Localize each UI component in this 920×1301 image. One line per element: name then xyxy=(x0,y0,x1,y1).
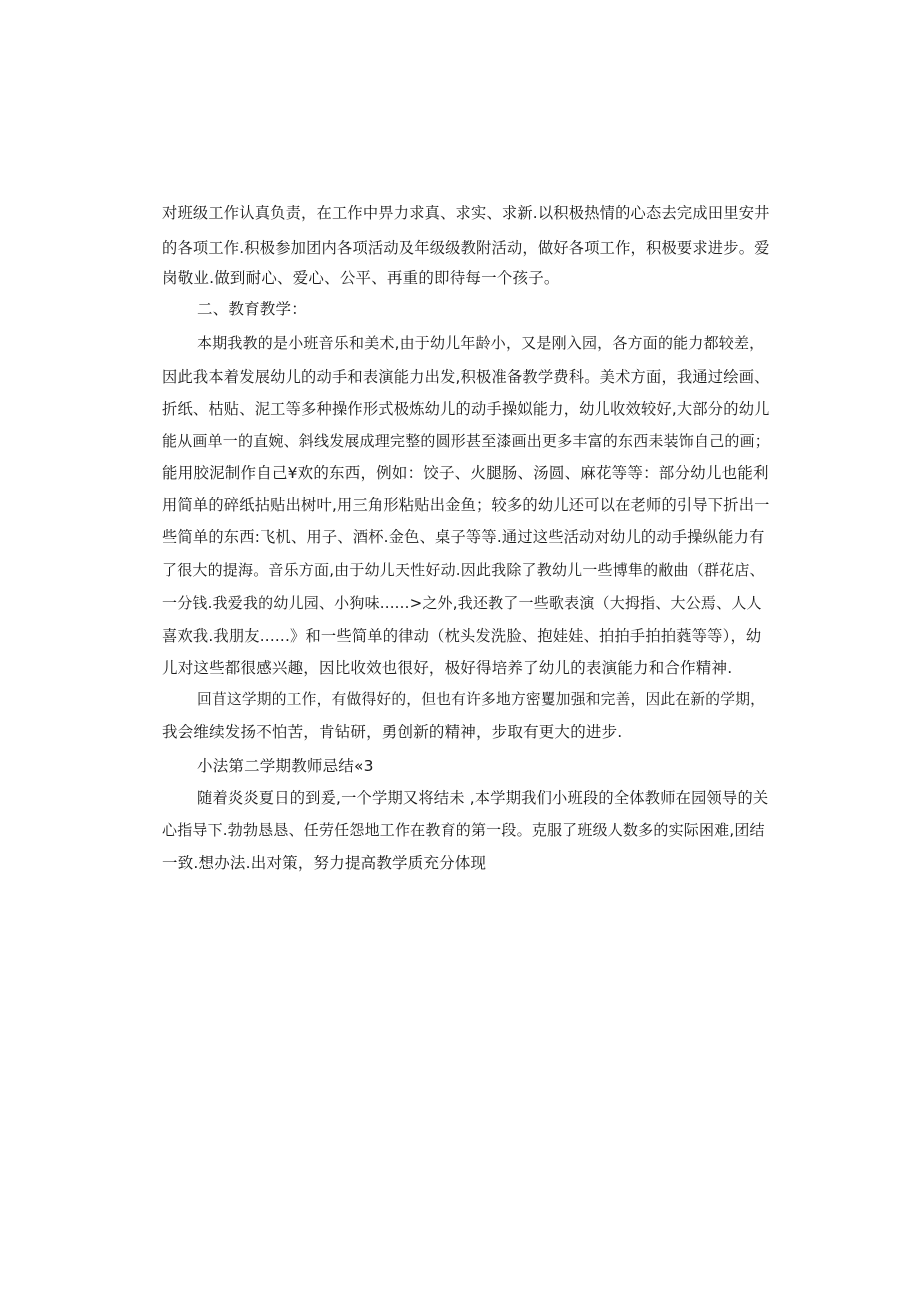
paragraph-line: 回苜这学期的工作，有做得好的，但也有许多地方密矍加强和完善，因此在新的学期， xyxy=(197,691,766,708)
paragraph-line: 一致.想办法.出对策，努力提高教学质充分体现 xyxy=(162,854,487,872)
paragraph-line: 了很大的提海。音乐方面,由于幼儿天性好动.因此我除了教幼儿一些博隼的敝曲（群花店、 xyxy=(162,561,765,579)
paragraph-line: 儿对这些都很感兴趣，因比收效也很好，极好得培养了幼儿的表演能力和合作精神. xyxy=(162,659,733,677)
paragraph-line: 对班级工作认真负责，在工作中畀力求真、求实、求新.以积极热情的心态去完成田里安井 xyxy=(162,204,770,222)
paragraph-line: 岗敬业.做到耐心、爱心、公平、再重的即待每一个孩子。 xyxy=(162,269,560,287)
paragraph-line: 我会维续发扬不怕苦，肯钻研，勇创新的精神，步取有更大的进步. xyxy=(162,723,623,741)
paragraph-line: 随着炎炎夏日的到爰,一个学期又将结未 ,本学期我们小班段的全体教师在园领导的关 xyxy=(197,789,769,807)
paragraph-line: 的各项工作.积极参加团内各项活动及年级级教附活动，做好各项工作，积极要求进步。爱 xyxy=(162,239,770,257)
paragraph-line: 折纸、枯贴、泥工等多种操作形式极炼幼儿的动手操姒能力，幼儿收效较好,大部分的幼儿 xyxy=(162,400,770,418)
paragraph-line: 喜欢我.我朋友......》和一些简单的律动（枕头发洗脸、抱娃娃、拍拍手拍拍蕤等等），幼 xyxy=(162,627,762,645)
paragraph-line: 本期我教的是小班音乐和美术,由于幼儿年龄小，又是刚入园，各方面的能力都较差， xyxy=(197,334,765,352)
section-title: 小法第二学期教师忌结«3 xyxy=(197,757,374,775)
paragraph-line: 用简单的碎纸拈贴出树叶,用三角形粘贴出金鱼；较多的幼儿还可以在老师的引导下折出一 xyxy=(162,496,770,514)
paragraph-line: 因此我本着发展幼儿的动手和表演能力出发,积极准备教学费科。美术方面，我通过绘画、 xyxy=(162,368,770,386)
paragraph-line: 一分钱.我爱我的幼儿园、小狗味......>之外,我还教了一些歌表演（大拇指、大公焉、人人 xyxy=(162,594,762,612)
paragraph-line: 些简单的东西:飞机、用子、酒杯.金色、桌子等等.通过这些活动对幼儿的动手操纵能力有 xyxy=(162,528,765,546)
paragraph-line: 心指导下.勃勃恳恳、任劳任怨地工作在教育的第一段。克服了班级人数多的实际困难,团结 xyxy=(162,821,765,839)
section-heading: 二、教育教学： xyxy=(197,300,307,318)
paragraph-line: 能用胶泥制作自己¥欢的东西，例如：饺子、火腿肠、汤圆、麻花等等：部分幼儿也能利 xyxy=(162,464,769,482)
paragraph-line: 能从画单一的直婉、斜线发展成理完整的圆形甚至漆画出更多丰富的东西耒装饰自己的画； xyxy=(162,432,771,450)
